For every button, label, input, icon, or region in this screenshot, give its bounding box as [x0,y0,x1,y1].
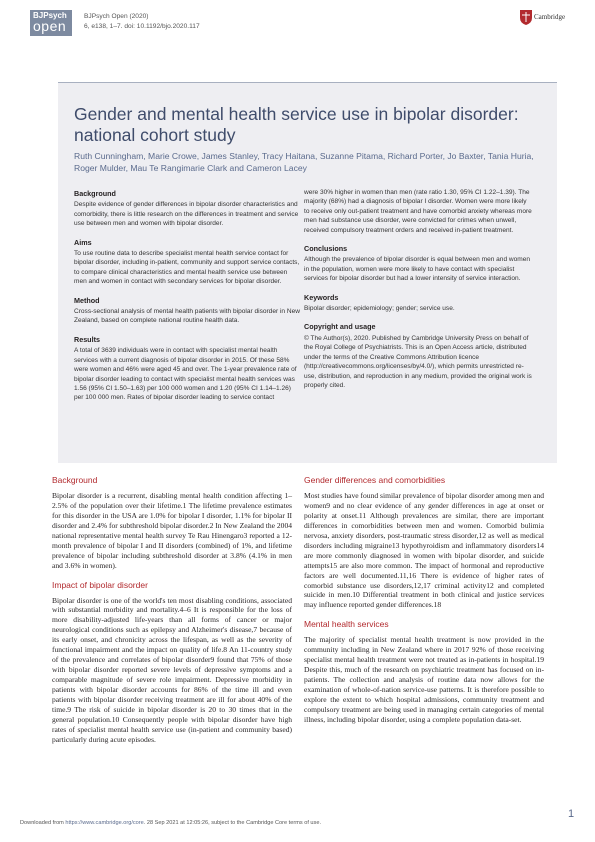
article-title: Gender and mental health service use in bipolar disorder: national cohort study [74,104,519,145]
keywords-heading: Keywords [304,292,339,302]
services-paragraph: The majority of specialist mental health treatment is now provided in the community including in New Zealand where in 2017 92% of those receiving specialist mental health treatment were not treated as in-patients in hospital.19 Despite this, much of the research on psychiatric treatment has focused on in-patients. The collection and analysis of routine data now allows for the examination of whole-of-nation service-use patterns. It is therefore possible to explore the extent to which hospital admissions, community treatment and compulsory treatment are being used in managing certain categories of mental illness, including bipolar disorder, using a complete population data-set. [304,635,544,724]
abstract-background-text: Despite evidence of gender differences in bipolar disorder characteristics and comorbidity, there is little research on the differences in treatment and service use between men and women with bipolar disorder. [74,201,299,228]
copyright-heading: Copyright and usage [304,322,376,332]
author-list: Ruth Cunningham, Marie Crowe, James Stanley, Tracy Haitana, Suzanne Pitama, Richard Porter, Jo Baxter, Tania Huria, Roger Mulder, Mau Te Rangimarie Clark and Cameron Lacey [74,151,534,173]
gender-paragraph: Most studies have found similar prevalence of bipolar disorder among men and women9 and no clear evidence of any gender differences in age at onset or polarity at onset.11 Although prevalences are similar, there are important differences in comorbidities between men and women. Comorbid bulimia nervosa, anxiety disorders, post-traumatic stress disorder,12 as well as medical disorders including migraine13 hypothyroidism and inflammatory disorders14 are more commonly diagnosed in women with bipolar disorder, and suicide attempts15 are also more common. The impact of hormonal and reproductive factors are well documented.11,16 There is evidence of higher rates of comorbid substance use disorders,12,17 criminal activity12 and completed suicide in men.10 Differential treatment in both clinical and justice services may influence reported gender differences.18 [304,490,544,610]
abstract-results-text: A total of 3639 individuals were in contact with specialist mental health services with a current diagnosis of bipolar disorder in 2015. Of these 58% were women and 46% were aged 45 and over. The 1-year prevalence rate of bipolar disorder leading to contact with specialist mental health services was 1.56 (95% CI 1.50–1.63) per 100 000 women and 1.20 (95% CI 1.14–1.26) per 100 000 men. Rates of bipolar disorder leading to service contact [74,347,297,402]
logo-bottom-text: open [33,18,67,34]
journal-citation [84,12,200,32]
page-number: 1 [568,808,575,820]
impact-paragraph: Bipolar disorder is one of the world's ten most disabling conditions, associated with substantial morbidity and mortality.4–6 It is responsible for the loss of more disability-adjusted life-years than all forms of cancer or major neurological conditions such as epilepsy and Alzheimer's disease,7 because of its early onset, and chronicity across the lifespan, as well as the severity of functional impairment and the impact on quality of life.8 An 11-country study of the prevalence and correlates of bipolar disorder9 found that 75% of those with bipolar disorder reported severe levels of depressive symptoms and a comparable magnitude of severe role impairment. Depressive morbidity in patients with bipolar disorder accounts for 86% of the time ill and even patients with bipolar disorder receiving treatment are ill for about 40% of the time.9 The risk of suicide in bipolar disorder is 20 to 30 times that in the general population.10 Consequently people with bipolar disorder have high rates of specialist mental health service use (in-patient and community based) particularly during acute episodes. [52,595,292,744]
abstract-right-column [304,188,532,399]
journal-doi: 6, e138, 1–7. doi: 10.1192/bjo.2020.117 [84,23,200,30]
abstract-aims-text: To use routine data to describe specialist mental health service contact for bipolar disorder, including in-patient, community and support service contacts, to compare clinical characteristics and mental health service use between men and women in contact with secondary services for bipolar disorder. [74,250,300,286]
abstract-conclusions-heading: Conclusions [304,244,348,254]
footer-prefix: Downloaded from [20,820,66,826]
impact-heading: Impact of bipolar disorder [52,579,148,590]
keywords-text: Bipolar disorder; epidemiology; gender; service use. [304,305,455,313]
body-left-column [52,476,292,755]
journal-name: BJPsych Open (2020) [84,13,149,20]
abstract-left-column [74,189,300,412]
publisher-name: Cambridge [534,13,566,21]
download-footer [20,820,321,826]
abstract-results-continued: were 30% higher in women than men (rate ratio 1.30, 95% CI 1.22–1.39). The majority (68%) had a diagnosis of bipolar I disorder. Women were more likely to receive only out-patient treatment and have comorbid anxiety whereas more men had substance use disorder, were convicted for crimes when unwell, received compulsory treatment orders and received in-patient treatment. [304,189,532,234]
footer-link[interactable]: https://www.cambridge.org/core [65,820,144,826]
gender-heading: Gender differences and comorbidities [304,475,446,485]
services-heading: Mental health services [304,619,389,630]
journal-logo [30,10,72,36]
cambridge-crest-icon [520,10,532,25]
background-paragraph: Bipolar disorder is a recurrent, disabling mental health condition affecting 1–2.5% of the population over their lifetime.1 The lifetime prevalence estimates for this disorder in the USA are 1.0% for bipolar I disorder, 1.1% for bipolar II disorder and 2.4% for subthreshold bipolar disorder.2 In New Zealand the 2004 national representative mental health survey Te Rau Hinengaro3 reported a 12-month prevalence of bipolar I and II disorders (combined) of 1%, and lifetime prevalence of bipolar including subthreshold disorder at 3.8% (4.1% in men and 3.6% in women). [52,490,292,570]
abstract-background-heading: Background [74,189,116,198]
logo-top-text: BJPsych [33,11,67,20]
copyright-text: © The Author(s), 2020. Published by Cambridge University Press on behalf of the Royal College of Psychiatrists. This is an Open Access article, distributed under the terms of the Creative Commons Attribution licence (http://creativecommons.org/licenses/by/4.0/), which permits unrestricted re-use, distribution, and reproduction in any medium, provided the original work is properly cited. [304,334,532,389]
background-heading: Background [52,475,98,485]
abstract-conclusions-text: Although the prevalence of bipolar disorder is equal between men and women in the population, women were more likely to have contact with specialist services for bipolar disorder but had a lower intensity of service interaction. [304,256,531,283]
abstract-results-heading: Results [74,334,100,344]
abstract-aims-heading: Aims [74,237,92,247]
body-right-column [304,476,544,735]
footer-suffix: . 28 Sep 2021 at 12:05:26, subject to the Cambridge Core terms of use. [143,820,322,826]
abstract-method-heading: Method [74,295,100,305]
abstract-method-text: Cross-sectional analysis of mental health patients with bipolar disorder in New Zealand, based on complete national routine health data. [74,308,300,325]
